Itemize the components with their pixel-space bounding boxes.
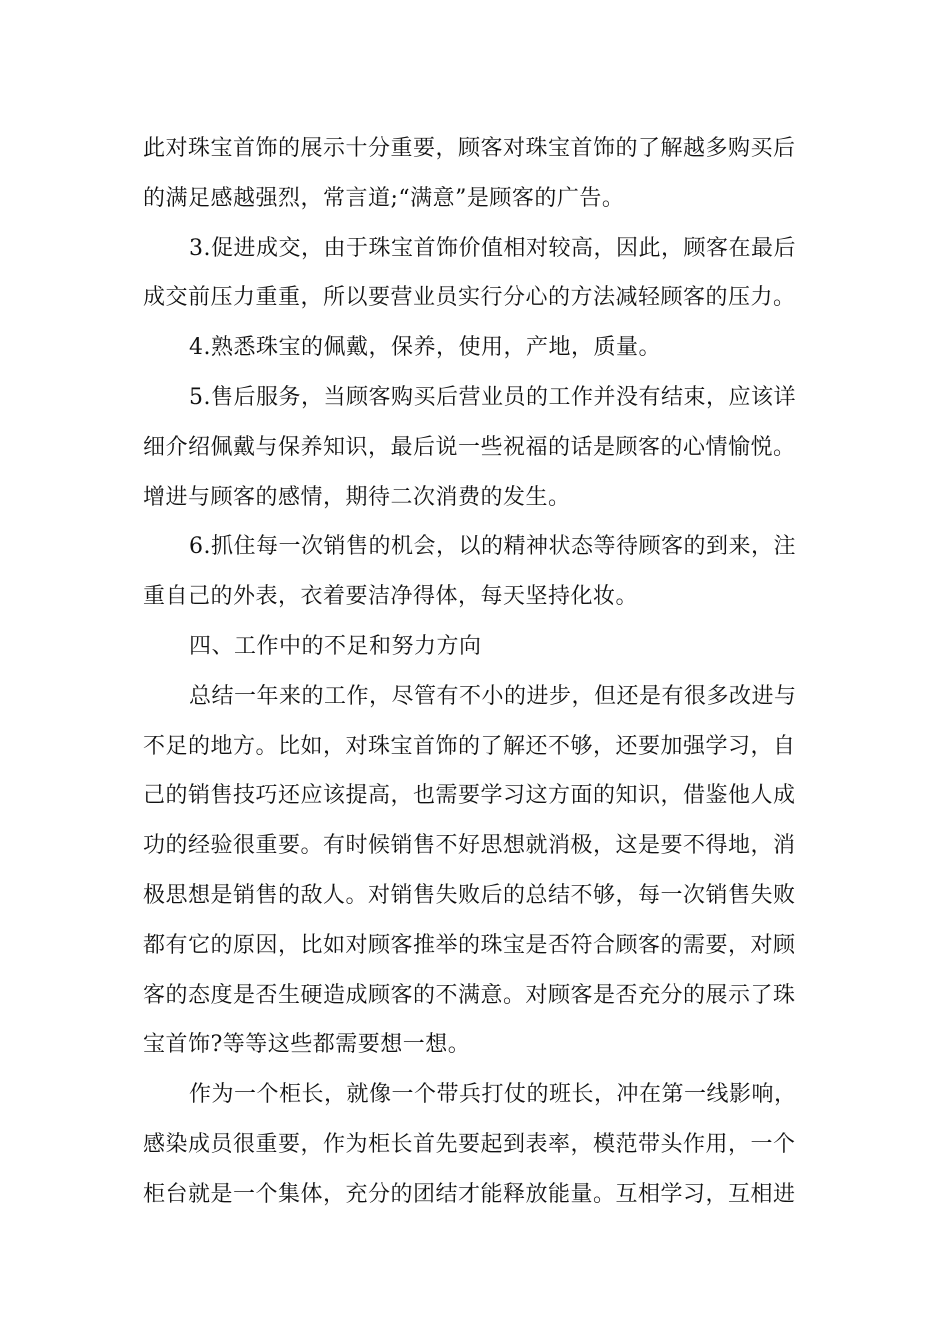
document-body bbox=[143, 124, 813, 1220]
text-line: 作为一个柜长，就像一个带兵打仗的班长，冲在第一线影响， bbox=[189, 1082, 797, 1108]
text-line: 客的态度是否生硬造成顾客的不满意。对顾客是否充分的展示了珠 bbox=[143, 982, 796, 1008]
text-line: 柜台就是一个集体，充分的团结才能释放能量。互相学习，互相进 bbox=[143, 1181, 796, 1207]
text-line: 6.抓住每一次销售的机会，以的精神状态等待顾客的到来，注 bbox=[189, 534, 796, 560]
text-line: 己的销售技巧还应该提高，也需要学习这方面的知识，借鉴他人成 bbox=[143, 783, 796, 809]
text-line: 此对珠宝首饰的展示十分重要，顾客对珠宝首饰的了解越多购买后 bbox=[143, 136, 796, 161]
text-line: 总结一年来的工作，尽管有不小的进步，但还是有很多改进与 bbox=[189, 683, 797, 709]
text-line: 增进与顾客的感情，期待二次消费的发生。 bbox=[143, 484, 571, 510]
text-line: 感染成员很重要，作为柜长首先要起到表率，模范带头作用，一个 bbox=[143, 1131, 796, 1157]
text-line: 的满足感越强烈，常言道;“满意”是顾客的广告。 bbox=[143, 185, 625, 211]
text-line: 成交前压力重重，所以要营业员实行分心的方法减轻顾客的压力。 bbox=[143, 285, 796, 311]
text-line: 功的经验很重要。有时候销售不好思想就消极，这是要不得地，消 bbox=[143, 833, 796, 859]
text-line: 重自己的外表，衣着要洁净得体，每天坚持化妆。 bbox=[143, 584, 639, 610]
text-line: 都有它的原因，比如对顾客推举的珠宝是否符合顾客的需要，对顾 bbox=[143, 932, 796, 958]
text-line: 极思想是销售的敌人。对销售失败后的总结不够，每一次销售失败 bbox=[143, 882, 796, 908]
text-line: 3.促进成交，由于珠宝首饰价值相对较高，因此，顾客在最后 bbox=[189, 235, 796, 261]
text-line: 4.熟悉珠宝的佩戴，保养，使用，产地，质量。 bbox=[189, 335, 661, 361]
text-line: 宝首饰?等等这些都需要想一想。 bbox=[143, 1032, 471, 1058]
text-line: 四、工作中的不足和努力方向 bbox=[189, 633, 482, 659]
text-line: 细介绍佩戴与保养知识，最后说一些祝福的话是顾客的心情愉悦。 bbox=[143, 434, 796, 460]
text-line: 5.售后服务，当顾客购买后营业员的工作并没有结束，应该详 bbox=[189, 384, 796, 410]
text-line: 不足的地方。比如，对珠宝首饰的了解还不够，还要加强学习，自 bbox=[143, 733, 796, 759]
